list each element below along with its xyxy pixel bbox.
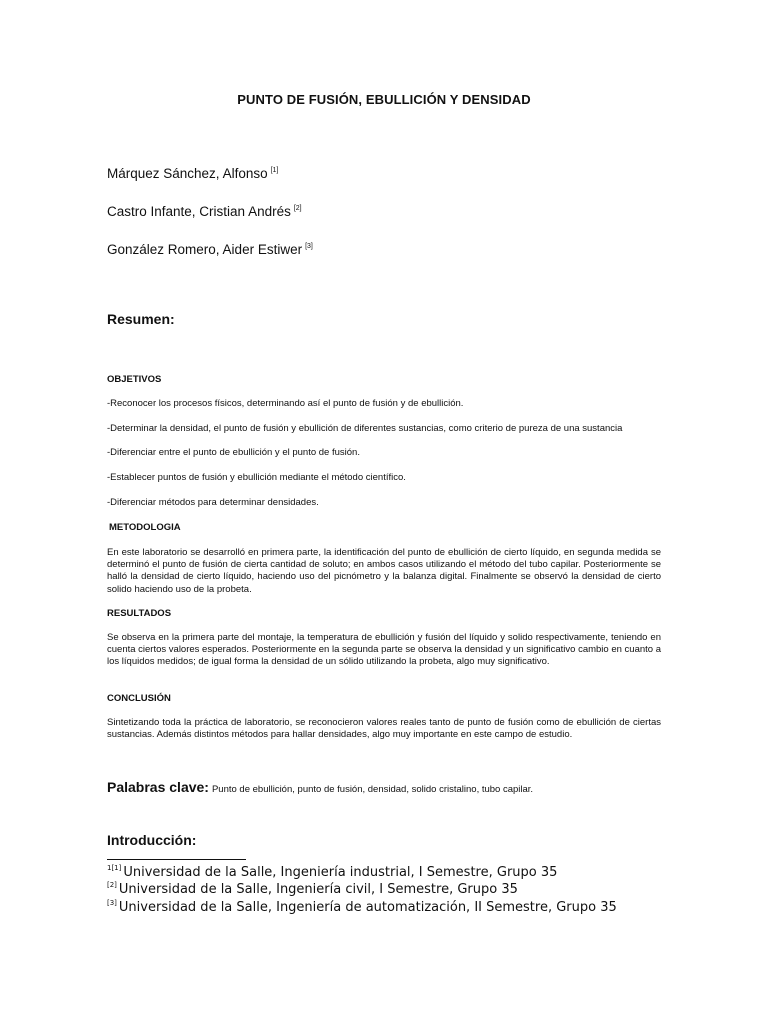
author-ref: [2] — [293, 205, 302, 212]
footnote-text: Universidad de la Salle, Ingeniería de automatización, II Semestre, Grupo 35 — [118, 900, 617, 915]
author-ref: [1] — [270, 167, 279, 174]
objective-item: -Establecer puntos de fusión y ebullición mediante el método científico. — [107, 472, 406, 483]
keywords-text: Punto de ebullición, punto de fusión, densidad, solido cristalino, tubo capilar. — [211, 784, 534, 795]
metodologia-heading: METODOLOGIA — [109, 522, 181, 533]
keywords — [107, 779, 533, 795]
footnote-2 — [107, 881, 518, 897]
footnote-mark: 1[1] — [107, 864, 122, 872]
objetivos-heading: OBJETIVOS — [107, 374, 162, 385]
objective-item: -Reconocer los procesos físicos, determinando así el punto de fusión y de ebullición. — [107, 398, 464, 409]
resultados-text: Se observa en la primera parte del montaje, la temperatura de ebullición y fusión del líquido y solido respectivamente, teniendo en cuenta ciertos valores esperados. Posteriormente en la segunda parte se observa la densidad y un significativo cambio en cuanto a los líquidos medidos; de igual forma la densidad de un sólido utilizando la probeta, algo muy significativo. — [107, 632, 661, 668]
author-ref: [3] — [305, 243, 313, 250]
author-name: González Romero, Aider Estiwer — [107, 242, 303, 257]
resultados-heading: RESULTADOS — [107, 608, 172, 619]
author-name: Castro Infante, Cristian Andrés — [107, 204, 291, 219]
objective-item: -Determinar la densidad, el punto de fusión y ebullición de diferentes sustancias, como criterio de pureza de una sustancia — [107, 423, 623, 434]
metodologia-text: En este laboratorio se desarrolló en primera parte, la identificación del punto de ebullición de cierto líquido, en segunda medida se determinó el punto de fusión de cierta cantidad de soluto; en ambos casos utilizando el método del tubo capilar. Posteriormente se halló la densidad de cierto líquido, haciendo uso del picnómetro y la balanza digital. Finalmente se observó la densidad de cierto solido haciendo uso de la probeta. — [107, 547, 661, 595]
footnote-3 — [107, 899, 617, 915]
footnote-1 — [107, 864, 557, 880]
conclusion-heading: CONCLUSIÓN — [107, 693, 171, 704]
footnote-mark: [3] — [107, 899, 117, 907]
keywords-label: Palabras clave: — [107, 779, 209, 795]
footnote-text: Universidad de la Salle, Ingeniería industrial, I Semestre, Grupo 35 — [123, 865, 558, 880]
conclusion-text: Sintetizando toda la práctica de laboratorio, se reconocieron valores reales tanto de punto de fusión como de ebullición de ciertas sustancias. Además distintos métodos para hallar densidades, algo muy importante en este campo de estudio. — [107, 717, 661, 741]
objective-item: -Diferenciar entre el punto de ebullición y el punto de fusión. — [107, 447, 360, 458]
author-3 — [107, 242, 313, 257]
footnote-mark: [2] — [107, 881, 117, 889]
introduccion-heading: Introducción: — [107, 832, 197, 848]
footnote-text: Universidad de la Salle, Ingeniería civil, I Semestre, Grupo 35 — [118, 882, 518, 897]
objective-item: -Diferenciar métodos para determinar densidades. — [107, 497, 319, 508]
author-1 — [107, 166, 278, 181]
resumen-heading: Resumen: — [107, 311, 175, 327]
footnote-separator — [107, 859, 246, 860]
author-name: Márquez Sánchez, Alfonso — [107, 166, 268, 181]
author-2 — [107, 204, 302, 219]
document-title: PUNTO DE FUSIÓN, EBULLICIÓN Y DENSIDAD — [237, 92, 531, 107]
